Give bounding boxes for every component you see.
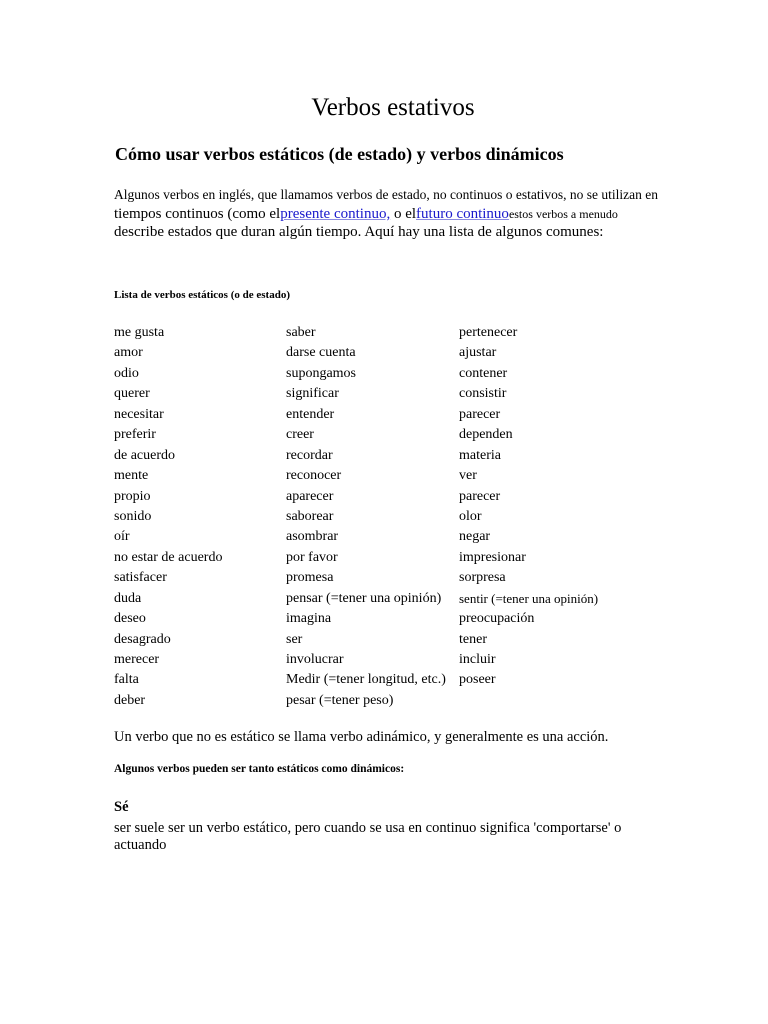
verb-item: tener (459, 631, 487, 647)
verb-item: creer (286, 427, 314, 443)
verb-item: sonido (114, 508, 152, 524)
verb-item: propio (114, 488, 151, 504)
verb-item: ver (459, 468, 477, 484)
verb-item: odio (114, 365, 139, 381)
intro-text-small: estos verbos a menudo (508, 207, 618, 221)
verb-item: querer (114, 386, 150, 402)
se-heading: Sé (114, 799, 129, 815)
verb-item: pesar (=tener peso) (286, 692, 394, 708)
verb-item: deber (114, 692, 146, 708)
verb-item: recordar (286, 447, 333, 463)
page-title: Verbos estativos (311, 94, 475, 121)
verb-item: olor (459, 508, 482, 524)
stative-list-heading: Lista de verbos estáticos (o de estado) (114, 289, 290, 301)
verb-item: necesitar (114, 406, 164, 422)
verb-item: no estar de acuerdo (114, 549, 223, 565)
verb-item: amor (114, 345, 143, 361)
section-subtitle: Cómo usar verbos estáticos (de estado) y verbos dinámicos (115, 144, 564, 164)
verb-item: supongamos (286, 365, 356, 381)
verb-item: incluir (459, 652, 496, 667)
verb-item: saber (286, 325, 316, 340)
present-continuous-link[interactable]: presente continuo, (280, 206, 391, 222)
verb-item: me gusta (114, 325, 165, 340)
verb-item: pensar (=tener una opinión) (286, 590, 442, 606)
verb-item: preferir (114, 427, 156, 443)
verb-item: pertenecer (459, 325, 518, 340)
verb-item: oír (114, 529, 130, 545)
intro-text-a: tiempos continuos (como el (114, 206, 281, 222)
verb-item: promesa (286, 570, 334, 586)
verb-item: sorpresa (459, 570, 506, 586)
verb-column-1 (114, 323, 222, 711)
verb-item: contener (459, 365, 508, 381)
verb-item: poseer (459, 672, 496, 688)
verb-item: impresionar (459, 549, 526, 565)
verb-item: mente (114, 468, 149, 484)
verb-item: satisfacer (114, 570, 167, 586)
future-continuous-link[interactable]: futuro continuo (416, 206, 509, 222)
verb-item: ser (286, 631, 303, 647)
verb-item: merecer (114, 652, 160, 667)
verb-item: sentir (=tener una opinión) (459, 590, 599, 606)
verb-item: significar (286, 386, 339, 402)
intro-line-2 (114, 205, 674, 223)
verb-item: ajustar (459, 345, 497, 361)
verb-item: negar (459, 529, 491, 545)
intro-line-3: describe estados que duran algún tiempo. Aquí hay una lista de algunos comunes: (114, 224, 604, 240)
verb-item: reconocer (286, 468, 342, 484)
verb-item: saborear (286, 508, 334, 524)
verb-item: consistir (459, 386, 507, 402)
verb-item: aparecer (286, 488, 334, 504)
verb-item: desagrado (114, 631, 171, 647)
verb-item: deseo (114, 611, 146, 627)
verb-item: darse cuenta (286, 345, 356, 361)
verb-item: de acuerdo (114, 447, 176, 463)
intro-line-1: Algunos verbos en inglés, que llamamos verbos de estado, no continuos o estativos, no se utilizan en (114, 187, 659, 202)
verb-item: materia (459, 447, 501, 463)
verb-item: imagina (286, 611, 332, 627)
intro-paragraph (114, 185, 674, 241)
verb-item: parecer (459, 406, 501, 422)
verb-item: falta (114, 672, 139, 688)
verb-column-3 (459, 323, 598, 691)
se-explanation: ser suele ser un verbo estático, pero cuando se usa en continuo significa 'comportarse' o actuando (114, 820, 622, 853)
verb-item: dependen (459, 427, 513, 443)
verb-item: asombrar (286, 529, 339, 545)
both-types-heading: Algunos verbos pueden ser tanto estáticos como dinámicos: (114, 763, 405, 775)
verb-item: duda (114, 590, 142, 606)
verb-item: por favor (286, 549, 338, 565)
dynamic-verb-note: Un verbo que no es estático se llama verbo adinámico, y generalmente es una acción. (114, 729, 609, 745)
verb-item: involucrar (286, 652, 344, 667)
verb-item: entender (286, 406, 335, 422)
verb-column-2 (286, 323, 446, 711)
intro-text-b: o el (390, 206, 417, 222)
verb-item: Medir (=tener longitud, etc.) (286, 672, 446, 688)
verb-item: preocupación (459, 611, 535, 627)
verb-item: parecer (459, 488, 501, 504)
